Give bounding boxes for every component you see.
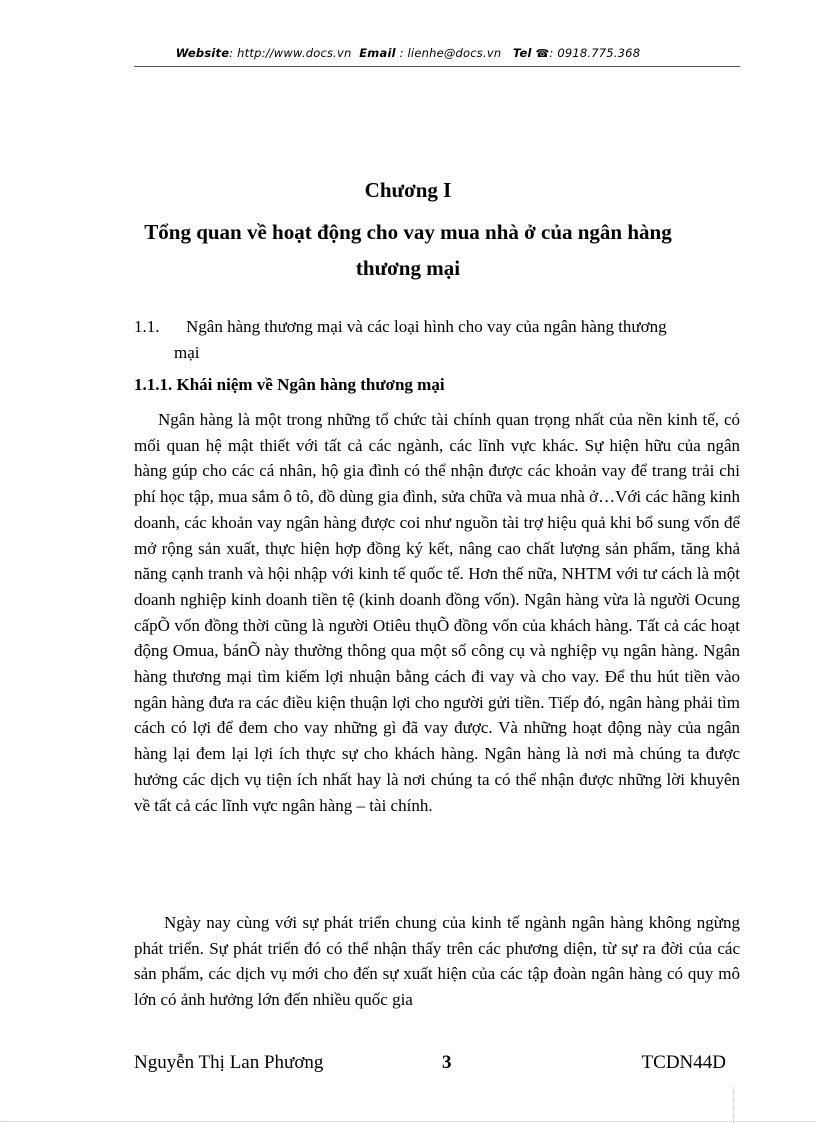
page-bottom-border: [0, 1121, 816, 1122]
subsection-heading: 1.1.1. Khái niệm về Ngân hàng thương mại: [134, 375, 445, 394]
page-number: 3: [442, 1052, 452, 1073]
chapter-title: Tổng quan về hoạt động cho vay mua nhà ở của ngân hàng thương mại: [144, 220, 672, 280]
email-label: Email: [359, 46, 396, 60]
section-number: 1.1.: [134, 317, 160, 336]
body-paragraph-1: Ngân hàng là một trong những tổ chức tài chính quan trọng nhất của nền kinh tế, có mối quan hệ mật thiết với tất cả các ngành, các lĩnh vực khác. Sự hiện hữu của ngân hàng gúp cho các cá nhân, hộ gia đình có thể nhận được các khoản vay để trang trải chi phí học tập, mua sắm ô tô, đồ dùng gia đình, sửa chữa và mua nhà ở…Với các hãng kinh doanh, các khoản vay ngân hàng được coi như nguồn tài trợ hiệu quả khi bổ sung vốn để mở rộng sản xuất, thực hiện hợp đồng ký kết, nâng cao chất lượng sản phẩm, tăng khả năng cạnh tranh và hội nhập với kinh tế quốc tế. Hơn thế nữa, NHTM với tư cách là một doanh nghiệp kinh doanh tiền tệ (kinh doanh đồng vốn). Ngân hàng vừa là người Ocung cấpÕ vốn đồng thời cũng là người Otiêu thụÕ đồng vốn của khách hàng. Tất cả các hoạt động Omua, bánÕ này thường thông qua một số công cụ và nghiệp vụ ngân hàng. Ngân hàng thương mại tìm kiếm lợi nhuận bằng cách đi vay và cho vay. Để thu hút tiền vào ngân hàng đưa ra các điều kiện thuận lợi cho người gửi tiền. Tiếp đó, ngân hàng phải tìm cách có lợi để đem cho vay những gì đã vay được. Và những hoạt động này của ngân hàng lại đem lại lợi ích thực sự cho khách hàng. Ngân hàng là nơi mà chúng ta được hưởng các dịch vụ tiện ích nhất hay là nơi chúng ta có thể nhận được những lời khuyên về tất cả các lĩnh vực ngân hàng – tài chính.: [134, 410, 740, 815]
header-divider: [134, 66, 740, 67]
corner-rule-vertical: [733, 1086, 734, 1123]
website-label: Website: [175, 46, 230, 60]
section-heading: [134, 314, 740, 366]
phone-icon: ☎: [535, 47, 550, 60]
section-title: Ngân hàng thương mại và các loại hình cho vay của ngân hàng thương: [186, 317, 667, 336]
body-paragraph-2: Ngày nay cùng với sự phát triển chung của kinh tế ngành ngân hàng không ngừng phát triển. Sự phát triển đó có thể nhận thấy trên các phương diện, từ sự ra đời của các sản phẩm, các dịch vụ mới cho đến sự xuất hiện của các tập đoàn ngân hàng có quy mô lớn có ảnh hưởng lớn đến nhiều quốc gia: [134, 913, 740, 1010]
section-title-continued: mại: [174, 343, 200, 362]
chapter-label: Chương I: [364, 178, 452, 202]
tel-value: : 0918.775.368: [549, 46, 641, 60]
footer-class-code: TCDN44D: [641, 1052, 726, 1073]
tel-label: Tel: [512, 46, 532, 60]
page-header: [0, 46, 816, 60]
website-value: : http://www.docs.vn: [229, 46, 352, 60]
email-value: : lienhe@docs.vn: [399, 46, 502, 60]
footer-author: Nguyễn Thị Lan Phương: [134, 1052, 324, 1073]
